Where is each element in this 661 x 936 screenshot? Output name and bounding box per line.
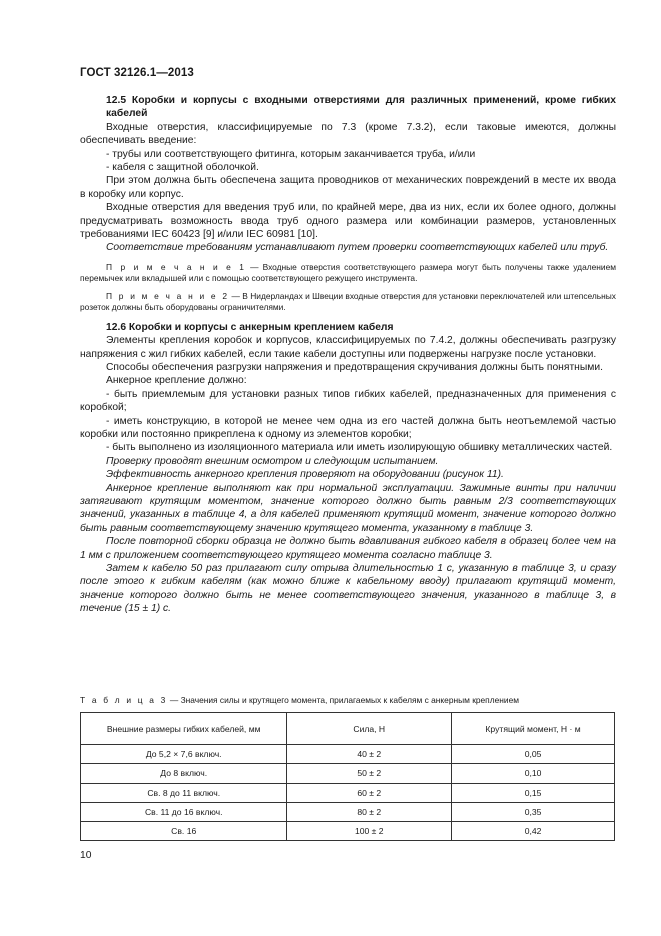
column-header: Крутящий момент, Н · м [452, 713, 615, 745]
table-cell: 80 ± 2 [287, 802, 452, 821]
note-2-text: — В Нидерландах и Швеции входные отверстия для установки переключателей или штепсельных розеток должны быть оборудованы ограничителями. [80, 291, 616, 313]
table-3 [80, 712, 615, 841]
note-1-label: П р и м е ч а н и е 1 [106, 261, 247, 272]
test-paragraph: После повторной сборки образца не должно быть вдавливания гибкого кабеля в образец более чем на 1 мм с приложением соответствующего крутящего момента согласно таблице 3. [80, 536, 616, 561]
table-cell: 50 ± 2 [287, 764, 452, 783]
table-cell: 0,10 [452, 764, 615, 783]
section-12-5-paragraph: Входные отверстия для введения труб или, по крайней мере, два из них, если их более одного, должны предусматривать возможность ввода труб одного размера или комбинации размеров, установленных требованиями IEC 60423 [9] и/или IEC 60981 [10]. [80, 202, 616, 241]
table-cell: 60 ± 2 [287, 783, 452, 802]
compliance-statement: Соответствие требованиям устанавливают путем проверки соответствующих кабелей или труб. [106, 242, 609, 254]
table-row [81, 802, 615, 821]
table-3-label: Т а б л и ц а 3 [80, 695, 168, 705]
section-12-6-paragraph: Анкерное крепление должно: [106, 375, 247, 387]
table-cell: Св. 8 до 11 включ. [81, 783, 287, 802]
column-header: Сила, Н [287, 713, 452, 745]
test-paragraph: Затем к кабелю 50 раз прилагают силу отрыва длительностью 1 с, указанную в таблице 3, и сразу после этого к гибким кабелям (как можно ближе к кабельному вводу) прилагают крутящий момент, значение которого должно быть не менее соответствующего значения, указанного в таблице 3, в течение (15 ± 1) с. [80, 563, 616, 615]
table-cell: До 8 включ. [81, 764, 287, 783]
table-cell: 100 ± 2 [287, 822, 452, 841]
note-2 [80, 291, 616, 313]
note-1 [80, 262, 616, 284]
list-item: - кабеля с защитной оболочкой. [106, 162, 259, 174]
note-1-text: — Входные отверстия соответствующего размера могут быть получены также удалением перемычек или вкладышей или с помощью соответствующего режущего инструмента. [80, 261, 616, 284]
test-paragraph: Проверку проводят внешним осмотром и следующим испытанием. [106, 455, 439, 467]
section-12-5-paragraph: Входные отверстия, классифицируемые по 7.3 (кроме 7.3.2), если таковые имеются, должны обеспечивать введение: [80, 121, 616, 147]
table-row [81, 783, 615, 802]
table-3-caption [80, 695, 620, 706]
table-cell: До 5,2 × 7,6 включ. [81, 745, 287, 764]
test-paragraph: Анкерное крепление выполняют как при нормальной эксплуатации. Зажимные винты при наличии затягивают крутящим моментом, значение которого должно быть равным 2/3 соответствующих значений, указанных в таблице 4, а для кабелей применяют крутящий момент, значение которого должно быть равным соответствующему значению крутящего момента, указанному в таблице 3. [80, 482, 616, 534]
section-12-6-paragraph: Способы обеспечения разгрузки напряжения и предотвращения скручивания должны быть понятными. [106, 361, 603, 373]
table-cell: 40 ± 2 [287, 745, 452, 764]
table-cell: 0,35 [452, 802, 615, 821]
table-row [81, 764, 615, 783]
section-12-6-paragraph: Элементы крепления коробок и корпусов, классифицируемых по 7.4.2, должны обеспечивать разгрузку напряжения с жил гибких кабелей, если такие кабели доступны или подвержены нагрузке после установки. [80, 335, 616, 360]
main-content [80, 94, 616, 616]
section-12-5-paragraph: При этом должна быть обеспечена защита проводников от механических повреждений в месте их ввода в коробку или корпус. [80, 175, 616, 200]
document-code: ГОСТ 32126.1—2013 [80, 67, 194, 79]
table-cell: 0,15 [452, 783, 615, 802]
table-row [81, 822, 615, 841]
note-2-label: П р и м е ч а н и е 2 [106, 291, 230, 302]
test-paragraph: Эффективность анкерного крепления проверяют на оборудовании (рисунок 11). [106, 469, 504, 481]
table-3-title: — Значения силы и крутящего момента, прилагаемых к кабелям с анкерным креплением [167, 695, 519, 705]
page-number: 10 [80, 850, 92, 861]
table-cell: 0,42 [452, 822, 615, 841]
list-item: - быть выполнено из изоляционного материала или иметь изолирующую обшивку металлических частей. [106, 442, 613, 454]
list-item: - трубы или соответствующего фитинга, которым заканчивается труба, и/или [106, 148, 476, 160]
list-item: - быть приемлемым для установки разных типов гибких кабелей, предназначенных для применения с коробкой; [80, 388, 616, 414]
table-cell: Св. 16 [81, 822, 287, 841]
table-header-row [81, 713, 615, 745]
column-header: Внешние размеры гибких кабелей, мм [81, 713, 287, 745]
section-12-5-heading: 12.5 Коробки и корпусы с входными отверстиями для различных применений, кроме гибких кабелей [106, 95, 616, 120]
section-12-6-heading: 12.6 Коробки и корпусы с анкерным креплением кабеля [106, 321, 394, 333]
table-cell: Св. 11 до 16 включ. [81, 802, 287, 821]
table-cell: 0,05 [452, 745, 615, 764]
list-item: - иметь конструкцию, в которой не менее чем одна из его частей должна быть неотъемлемой частью коробки или постоянно прикреплена к одному из элементов коробки; [80, 415, 616, 440]
table-row [81, 745, 615, 764]
